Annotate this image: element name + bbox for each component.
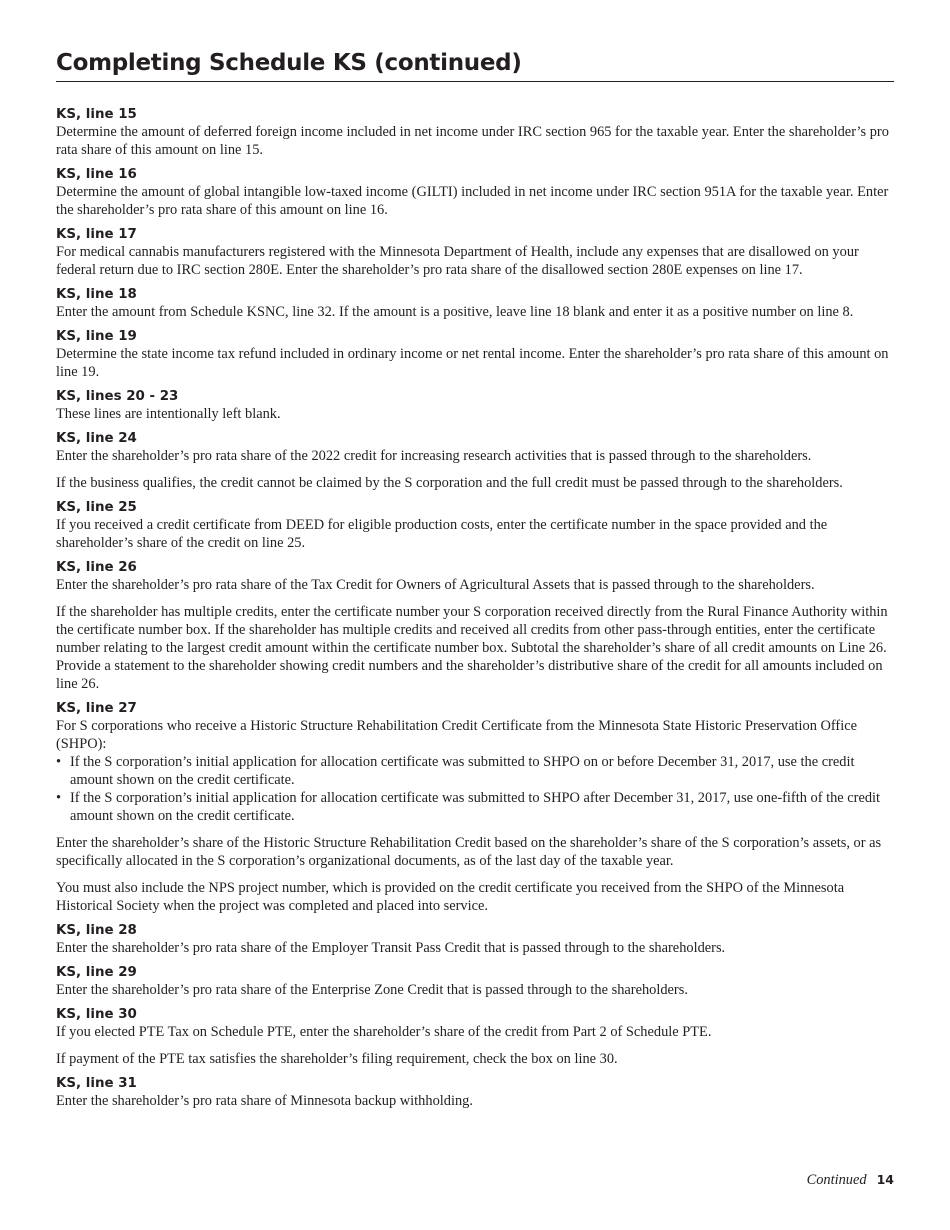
section-heading: KS, line 16 — [56, 167, 137, 182]
page-title: Completing Schedule KS (continued) — [56, 48, 894, 82]
section-paragraph: You must also include the NPS project number, which is provided on the credit certificate you received from the SHPO of the Minnesota Historical Society when the project was completed and placed into service. — [56, 880, 845, 914]
continued-label: Continued — [806, 1172, 867, 1188]
section-heading: KS, lines 20 - 23 — [56, 389, 179, 404]
instructions-content — [56, 106, 894, 1110]
section-lines-20-23 — [56, 388, 894, 423]
section-paragraph: If the business qualifies, the credit cannot be claimed by the S corporation and the full credit must be passed through to the shareholders. — [56, 475, 843, 491]
section-heading: KS, line 27 — [56, 701, 137, 716]
section-paragraph: Determine the amount of global intangible low-taxed income (GILTI) included in net income under IRC section 951A for the taxable year. Enter the shareholder’s pro rata share of this amount on line 16. — [56, 184, 889, 218]
section-heading: KS, line 24 — [56, 431, 137, 446]
list-item — [56, 753, 894, 789]
section-line-16 — [56, 166, 894, 219]
section-heading: KS, line 17 — [56, 227, 137, 242]
section-heading: KS, line 15 — [56, 107, 137, 122]
section-line-24 — [56, 430, 894, 492]
section-heading: KS, line 18 — [56, 287, 137, 302]
section-heading: KS, line 29 — [56, 965, 137, 980]
section-line-30 — [56, 1006, 894, 1068]
section-line-19 — [56, 328, 894, 381]
section-paragraph: If payment of the PTE tax satisfies the shareholder’s filing requirement, check the box on line 30. — [56, 1051, 618, 1067]
page-number: 14 — [876, 1172, 894, 1187]
section-heading: KS, line 28 — [56, 923, 137, 938]
section-paragraph: Enter the shareholder’s pro rata share of Minnesota backup withholding. — [56, 1093, 473, 1109]
section-line-29 — [56, 964, 894, 999]
section-paragraph: For medical cannabis manufacturers registered with the Minnesota Department of Health, include any expenses that are disallowed on your federal return due to IRC section 280E. Enter the shareholder’s pro rata share of the disallowed section 280E expenses on line 17. — [56, 244, 859, 278]
section-intro: For S corporations who receive a Historic Structure Rehabilitation Credit Certificate from the Minnesota State Historic Preservation Office (SHPO): — [56, 718, 857, 752]
section-heading: KS, line 26 — [56, 560, 137, 575]
list-item — [56, 789, 894, 825]
section-line-15 — [56, 106, 894, 159]
section-paragraph: Enter the shareholder’s pro rata share of the Enterprise Zone Credit that is passed through to the shareholders. — [56, 982, 688, 998]
bullet-icon: • — [56, 790, 62, 806]
section-heading: KS, line 19 — [56, 329, 137, 344]
section-heading: KS, line 31 — [56, 1076, 137, 1091]
section-paragraph: These lines are intentionally left blank. — [56, 406, 281, 422]
list-item-text: If the S corporation’s initial application for allocation certificate was submitted to SHPO on or before December 31, 2017, use the credit amount shown on the credit certificate. — [70, 754, 855, 788]
section-paragraph: Enter the amount from Schedule KSNC, line 32. If the amount is a positive, leave line 18 blank and enter it as a positive number on line 8. — [56, 304, 854, 320]
section-paragraph: If you elected PTE Tax on Schedule PTE, enter the shareholder’s share of the credit from Part 2 of Schedule PTE. — [56, 1024, 712, 1040]
section-line-28 — [56, 922, 894, 957]
section-paragraph: Determine the amount of deferred foreign income included in net income under IRC section 965 for the taxable year. Enter the shareholder’s pro rata share of this amount on line 15. — [56, 124, 889, 158]
section-line-27 — [56, 700, 894, 915]
section-paragraph: Enter the shareholder’s pro rata share of the 2022 credit for increasing research activities that is passed through to the shareholders. — [56, 448, 812, 464]
section-heading: KS, line 25 — [56, 500, 137, 515]
section-line-26 — [56, 559, 894, 693]
section-paragraph: Enter the shareholder’s pro rata share of the Employer Transit Pass Credit that is passed through to the shareholders. — [56, 940, 726, 956]
document-page — [56, 48, 894, 1117]
section-line-31 — [56, 1075, 894, 1110]
section-paragraph: Enter the shareholder’s pro rata share of the Tax Credit for Owners of Agricultural Assets that is passed through to the shareholders. — [56, 577, 815, 593]
section-paragraph: If you received a credit certificate from DEED for eligible production costs, enter the certificate number in the space provided and the shareholder’s share of the credit on line 25. — [56, 517, 828, 551]
list-item-text: If the S corporation’s initial application for allocation certificate was submitted to SHPO after December 31, 2017, use one-fifth of the credit amount shown on the credit certificate. — [70, 790, 881, 824]
section-paragraph: If the shareholder has multiple credits, enter the certificate number your S corporation received directly from the Rural Finance Authority within the certificate number box. If the shareholder has multiple credits and received all credits from other pass-through entities, enter the certificate number relating to the largest credit amount within the certificate number box. Subtotal the shareholder’s share of all credit amounts on Line 26. Provide a statement to the shareholder showing credit numbers and the shareholder’s distributive share of the credit for all amounts included on line 26. — [56, 604, 888, 692]
section-paragraph: Determine the state income tax refund included in ordinary income or net rental income. Enter the shareholder’s pro rata share of this amount on line 19. — [56, 346, 889, 380]
bullet-icon: • — [56, 754, 62, 770]
section-paragraph: Enter the shareholder’s share of the Historic Structure Rehabilitation Credit based on the shareholder’s share of the S corporation’s assets, or as specifically allocated in the S corporation’s organizational documents, as of the last day of the taxable year. — [56, 835, 882, 869]
section-line-25 — [56, 499, 894, 552]
section-line-17 — [56, 226, 894, 279]
bullet-list — [56, 753, 894, 825]
section-line-18 — [56, 286, 894, 321]
section-heading: KS, line 30 — [56, 1007, 137, 1022]
page-footer — [807, 1172, 894, 1189]
